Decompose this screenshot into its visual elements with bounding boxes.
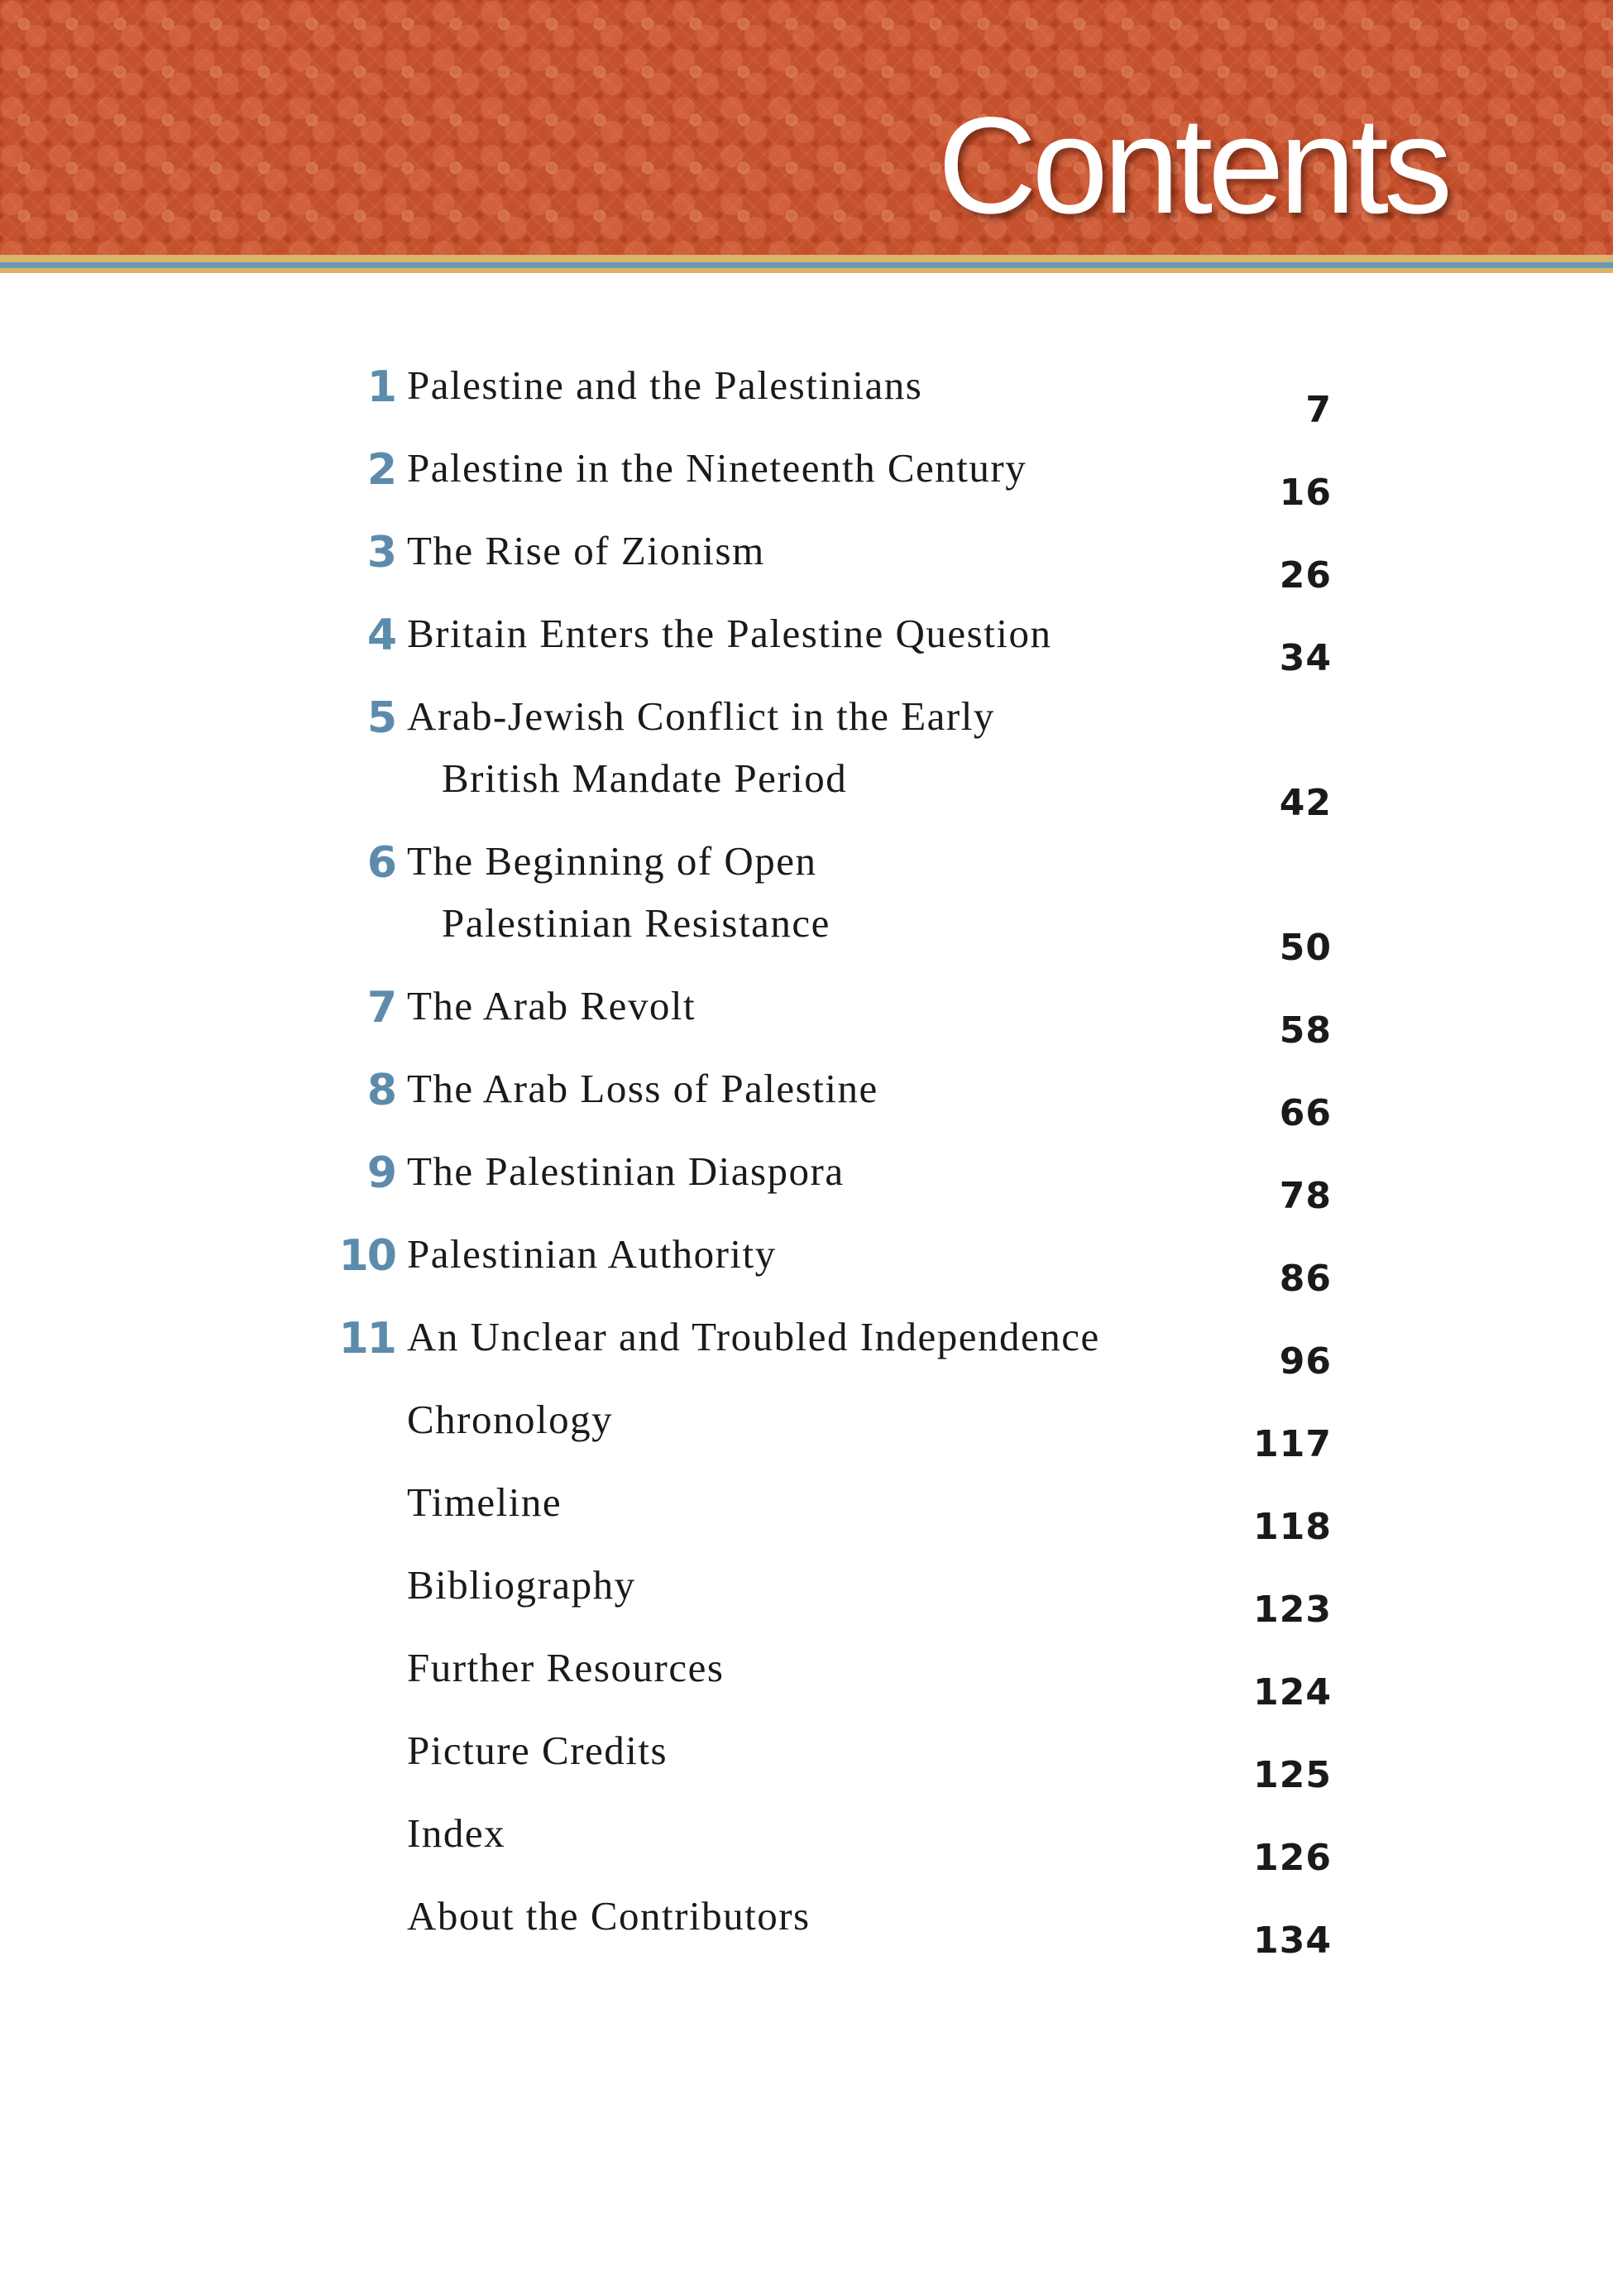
section-title-line: Chronology [407, 1397, 614, 1442]
chapter-title [407, 1057, 1176, 1119]
chapter-number: 5 [366, 693, 395, 743]
chapter-title-line: Britain Enters the Palestine Question [407, 611, 1052, 656]
chapter-number: 8 [366, 1066, 395, 1115]
page-number: 134 [1253, 1920, 1332, 1962]
section-title [407, 1554, 1176, 1616]
toc-entry[interactable] [331, 1150, 1332, 1233]
chapter-title [407, 602, 1176, 664]
page-number: 16 [1279, 472, 1332, 514]
chapter-title-line: The Arab Revolt [407, 983, 696, 1028]
section-title-line: Index [407, 1810, 506, 1856]
section-title [407, 1637, 1176, 1699]
chapter-title-continuation: British Mandate Period [442, 755, 848, 801]
chapter-title-line: An Unclear and Troubled Independence [407, 1314, 1100, 1359]
chapter-title [407, 354, 1176, 416]
page-number: 26 [1279, 554, 1332, 597]
page-number: 125 [1253, 1754, 1332, 1796]
toc-entry-backmatter[interactable] [331, 1647, 1332, 1729]
chapter-title-line: The Rise of Zionism [407, 528, 765, 573]
chapter-number: 2 [366, 445, 395, 495]
chapter-title [407, 975, 1176, 1037]
page-number: 7 [1305, 389, 1332, 431]
chapter-title-line: Palestine and the Palestinians [407, 362, 923, 408]
page-number: 42 [1279, 782, 1332, 824]
toc-entry[interactable] [331, 1233, 1332, 1316]
chapter-number: 6 [366, 838, 395, 888]
page-number: 58 [1279, 1009, 1332, 1052]
page-number: 50 [1279, 927, 1332, 969]
toc-entry[interactable] [331, 1316, 1332, 1398]
toc-entry-backmatter[interactable] [331, 1812, 1332, 1895]
section-title-line: About the Contributors [407, 1893, 811, 1939]
section-title [407, 1471, 1176, 1533]
chapter-title [407, 1306, 1176, 1368]
chapter-title-line: The Arab Loss of Palestine [407, 1066, 878, 1111]
toc-entry[interactable] [331, 695, 1332, 840]
page-number: 118 [1253, 1506, 1332, 1548]
section-title [407, 1885, 1176, 1947]
toc-entry-backmatter[interactable] [331, 1481, 1332, 1564]
page-number: 124 [1253, 1671, 1332, 1714]
toc-entry-backmatter[interactable] [331, 1729, 1332, 1812]
chapter-title [407, 685, 1176, 809]
page-number: 34 [1279, 637, 1332, 679]
page-number: 66 [1279, 1092, 1332, 1134]
chapter-title-line: The Palestinian Diaspora [407, 1148, 845, 1194]
chapter-number: 11 [338, 1314, 395, 1364]
toc-entry[interactable] [331, 1067, 1332, 1150]
chapter-title [407, 830, 1176, 954]
page-number: 126 [1253, 1837, 1332, 1879]
toc-entry-backmatter[interactable] [331, 1895, 1332, 1977]
header-rule-gold [0, 255, 1613, 262]
toc-entry[interactable] [331, 364, 1332, 447]
chapter-number: 3 [366, 528, 395, 578]
chapter-title-line: Palestinian Authority [407, 1231, 777, 1277]
chapter-number: 10 [338, 1231, 395, 1281]
chapter-number: 4 [366, 611, 395, 660]
chapter-title-continuation: Palestinian Resistance [442, 900, 830, 946]
chapter-number: 7 [366, 983, 395, 1033]
section-title [407, 1802, 1176, 1864]
toc-entry[interactable] [331, 840, 1332, 985]
toc-entry[interactable] [331, 985, 1332, 1067]
chapter-title [407, 437, 1176, 499]
toc-entry-backmatter[interactable] [331, 1564, 1332, 1647]
header-rule-blue [0, 262, 1613, 268]
page-number: 117 [1253, 1423, 1332, 1465]
page-number: 123 [1253, 1589, 1332, 1631]
page-title: Contents [937, 89, 1448, 242]
header-banner [0, 0, 1613, 255]
toc-entry[interactable] [331, 447, 1332, 530]
chapter-title [407, 1223, 1176, 1285]
chapter-title-line: Arab-Jewish Conflict in the Early [407, 693, 995, 739]
chapter-title-line: The Beginning of Open [407, 838, 817, 884]
section-title-line: Bibliography [407, 1562, 636, 1608]
section-title [407, 1388, 1176, 1450]
page-number: 86 [1279, 1258, 1332, 1300]
toc-entry-backmatter[interactable] [331, 1398, 1332, 1481]
page-number: 96 [1279, 1340, 1332, 1383]
chapter-number: 9 [366, 1148, 395, 1198]
chapter-title [407, 520, 1176, 582]
header-rule-gold-lower [0, 268, 1613, 273]
toc-entry[interactable] [331, 612, 1332, 695]
chapter-title-line: Palestine in the Nineteenth Century [407, 445, 1027, 491]
page-number: 78 [1279, 1175, 1332, 1217]
toc-entry[interactable] [331, 530, 1332, 612]
table-of-contents [331, 364, 1332, 1977]
chapter-number: 1 [366, 362, 395, 412]
chapter-title [407, 1140, 1176, 1202]
section-title-line: Picture Credits [407, 1728, 668, 1773]
section-title-line: Timeline [407, 1479, 562, 1525]
section-title-line: Further Resources [407, 1645, 725, 1690]
section-title [407, 1719, 1176, 1781]
